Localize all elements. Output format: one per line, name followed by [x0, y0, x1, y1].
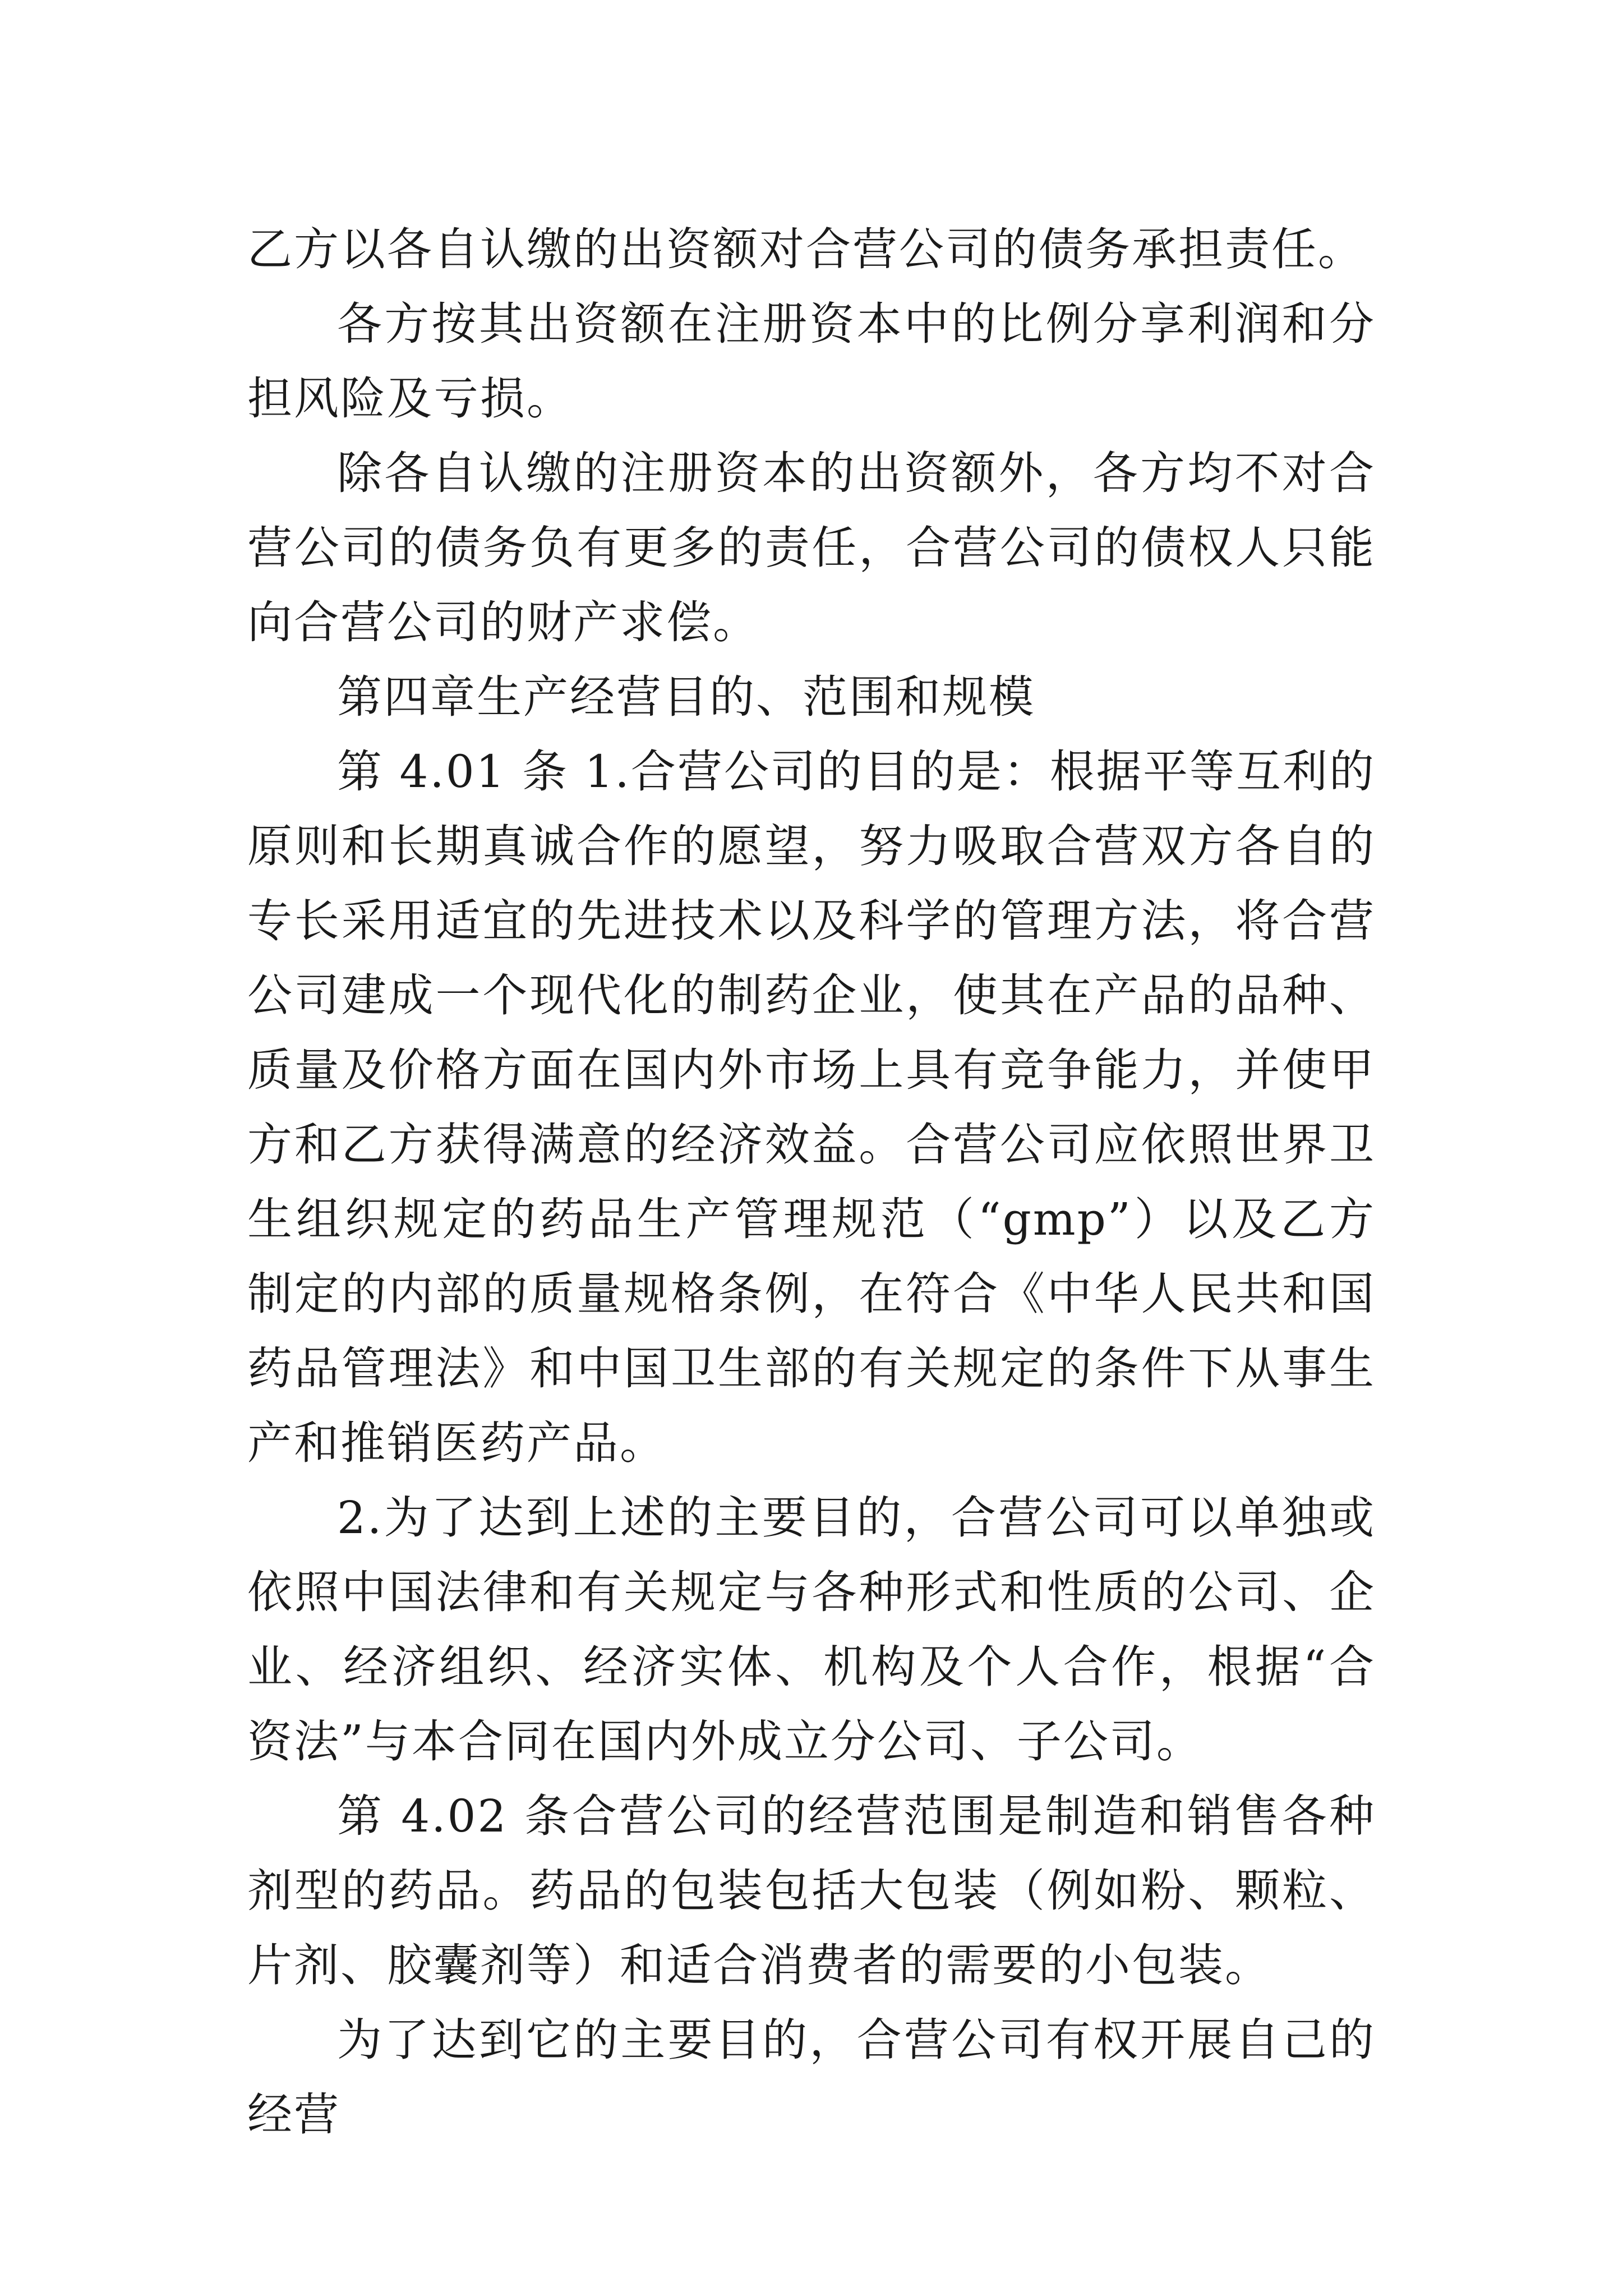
paragraph-liability: 乙方以各自认缴的出资额对合营公司的债务承担责任。 [247, 223, 1364, 275]
chapter-heading: 第四章生产经营目的、范围和规模 [337, 671, 1035, 723]
document-body [247, 212, 1376, 2152]
paragraph-debt-limit: 除各自认缴的注册资本的出资额外，各方均不对合营公司的债务负有更多的责任，合营公司的债权人只能向合营公司的财产求偿。 [247, 447, 1376, 648]
paragraph-article-4-02: 第 4.02 条合营公司的经营范围是制造和销售各种剂型的药品。药品的包装包括大包装（例如粉、颗粒、片剂、胶囊剂等）和适合消费者的需要的小包装。 [247, 1790, 1376, 1991]
paragraph-article-4-01: 第 4.01 条 1.合营公司的目的是：根据平等互利的原则和长期真诚合作的愿望，努力吸取合营双方各自的专长采用适宜的先进技术以及科学的管理方法，将合营公司建成一个现代化的制药企业，使其在产品的品种、质量及价格方面在国内外市场上具有竞争能力，并使甲方和乙方获得满意的经济效益。合营公司应依照世界卫生组织规定的药品生产管理规范（“gmp”）以及乙方制定的内部的质量规格条例，在符合《中华人民共和国药品管理法》和中国卫生部的有关规定的条件下从事生产和推销医药产品。 [247, 746, 1376, 1469]
paragraph-business-rights: 为了达到它的主要目的，合营公司有权开展自己的经营 [247, 2014, 1376, 2141]
paragraph-profit-sharing: 各方按其出资额在注册资本中的比例分享利润和分担风险及亏损。 [247, 298, 1376, 425]
paragraph-article-4-01-2: 2.为了达到上述的主要目的，合营公司可以单独或依照中国法律和有关规定与各种形式和性质的公司、企业、经济组织、经济实体、机构及个人合作，根据“合资法”与本合同在国内外成立分公司、子公司。 [247, 1492, 1376, 1768]
